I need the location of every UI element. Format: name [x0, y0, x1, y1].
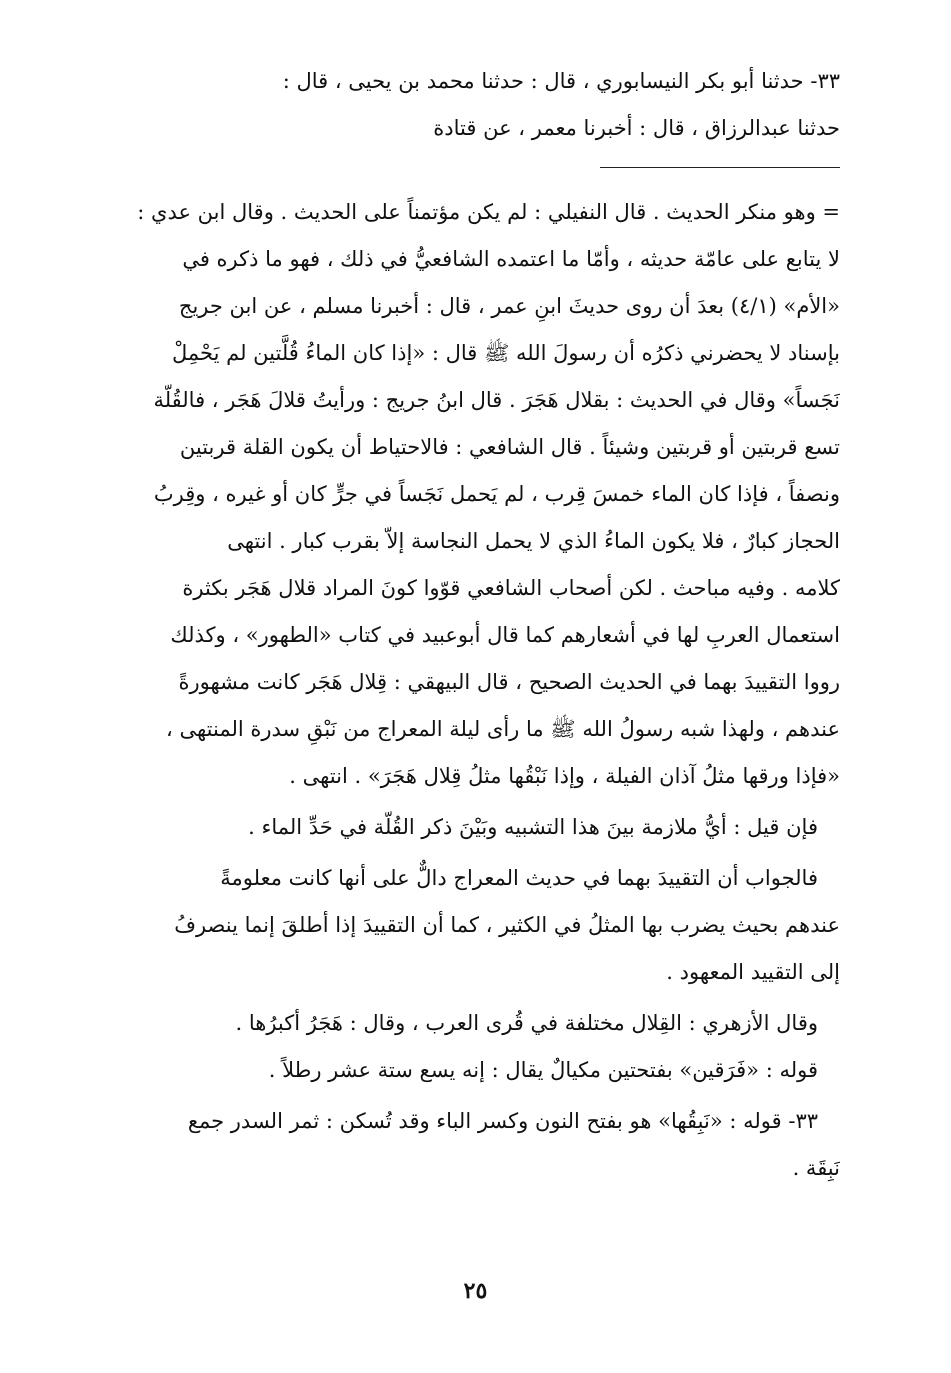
commentary-line: نَجَساً» وقال في الحديث : بقلال هَجَرَ . قال ابنُ جريج : ورأيتُ قلالَ هَجَر ، فالقُلّة: [153, 388, 840, 412]
commentary-line: عندهم ، ولهذا شبه رسولُ الله ﷺ ما رأى ليلة المعراج من نَبْقِ سدرة المنتهى ،: [166, 717, 840, 741]
commentary-line: إلى التقييد المعهود .: [666, 960, 840, 984]
commentary-line: قوله : «فَرَقين» بفتحتين مكيالٌ يقال : إنه يسع ستة عشر رطلاً .: [268, 1058, 818, 1082]
hadith-line: حدثنا عبدالرزاق ، قال : أخبرنا معمر ، عن قتادة: [433, 116, 840, 140]
commentary-line: الحجاز كبارٌ ، فلا يكون الماءُ الذي لا يحمل النجاسة إلاّ بقرب كبار . انتهى: [227, 529, 840, 553]
commentary-line: ونصفاً ، فإذا كان الماء خمسَ قِرب ، لم يَحمل نَجَساً في جرٍّ كان أو غيره ، وقِربُ: [153, 482, 840, 506]
hadith-line: ٣٣- حدثنا أبو بكر النيسابوري ، قال : حدثنا محمد بن يحيى ، قال :: [282, 69, 840, 93]
commentary-line: = وهو منكر الحديث . قال النفيلي : لم يكن مؤتمناً على الحديث . وقال ابن عدي :: [137, 200, 840, 224]
commentary-line: بإسناد لا يحضرني ذكرُه أن رسولَ الله ﷺ قال : «إذا كان الماءُ قُلَّتين لم يَحْمِلْ: [171, 341, 840, 365]
commentary-line: ٣٣- قوله : «نَبِقُها» هو بفتح النون وكسر الباء وقد تُسكن : ثمر السدر جمع: [187, 1109, 818, 1133]
commentary-paragraph: [120, 1047, 840, 1094]
commentary-text: [120, 189, 840, 1192]
commentary-paragraph: [120, 855, 840, 996]
commentary-line: كلامه . وفيه مباحث . لكن أصحاب الشافعي قوّوا كونَ المراد قلال هَجَر بكثرة: [182, 576, 840, 600]
commentary-line: فالجواب أن التقييدَ بهما في حديث المعراج دالٌّ على أنها كانت معلومةً: [220, 866, 818, 890]
commentary-line: عندهم بحيث يضرب بها المثلُ في الكثير ، كما أن التقييدَ إذا أطلقَ إنما ينصرفُ: [174, 913, 840, 937]
commentary-line: تسع قربتين أو قربتين وشيئاً . قال الشافعي : فالاحتياط أن يكون القلة قربتين: [179, 435, 840, 459]
commentary-paragraph: [120, 804, 840, 851]
commentary-line: نَبِقَة .: [792, 1156, 840, 1180]
footnote-divider: [600, 167, 840, 168]
commentary-paragraph: [120, 1098, 840, 1192]
commentary-line: لا يتابع على عامّة حديثه ، وأمّا ما اعتمده الشافعيُّ في ذلك ، فهو ما ذكره في: [182, 247, 840, 271]
commentary-paragraph: [120, 189, 840, 800]
hadith-text: [120, 58, 840, 152]
commentary-line: استعمال العربِ لها في أشعارهم كما قال أبوعبيد في كتاب «الطهور» ، وكذلك: [170, 623, 840, 647]
commentary-line: رووا التقييدَ بهما في الحديث الصحيح ، قال البيهقي : قِلال هَجَر كانت مشهورةً: [178, 670, 840, 694]
commentary-line: «فإذا ورقها مثلُ آذان الفيلة ، وإذا نَبْقُها مثلُ قِلال هَجَرَ» . انتهى .: [289, 764, 840, 788]
commentary-line: «الأم» (٤/١) بعدَ أن روى حديثَ ابنِ عمر ، قال : أخبرنا مسلم ، عن ابن جريج: [178, 294, 840, 318]
commentary-line: وقال الأزهري : القِلال مختلفة في قُرى العرب ، وقال : هَجَرُ أكبرُها .: [235, 1011, 818, 1035]
commentary-line: فإن قيل : أيُّ ملازمة بينَ هذا التشبيه وبَيْنَ ذكر القُلّة في حَدِّ الماء .: [248, 815, 818, 839]
commentary-paragraph: [120, 1000, 840, 1047]
page-number: ٢٥: [463, 1278, 488, 1304]
